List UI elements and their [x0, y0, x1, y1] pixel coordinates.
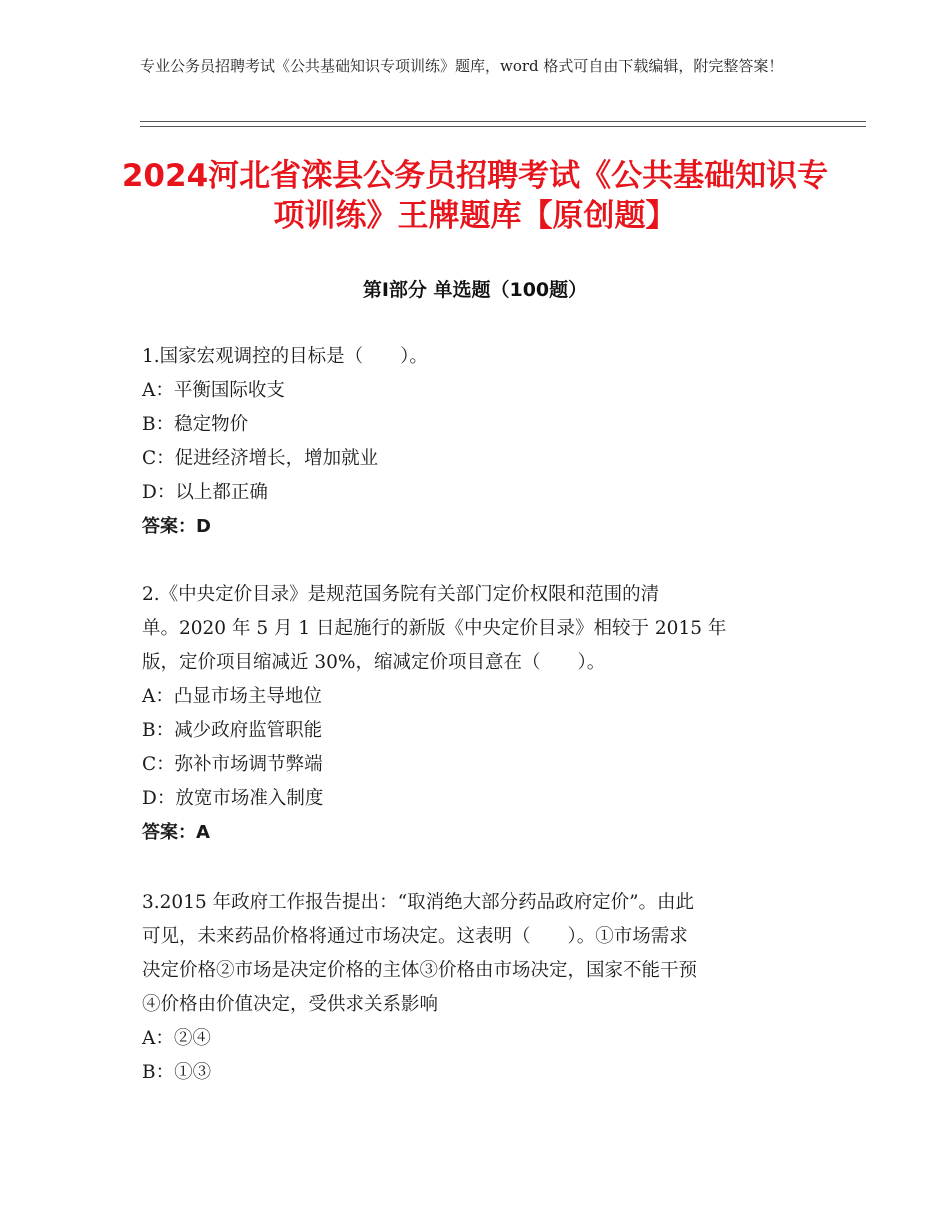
- answer: 答案：A: [142, 822, 210, 843]
- question-stem-line: 决定价格②市场是决定价格的主体③价格由市场决定，国家不能干预: [142, 960, 698, 981]
- question-stem-line: 版，定价项目缩减近 30%，缩减定价项目意在（ ）。: [142, 652, 606, 673]
- question-3: [142, 886, 802, 1090]
- option-a: A：凸显市场主导地位: [142, 686, 322, 707]
- option-c: C：促进经济增长，增加就业: [142, 448, 379, 469]
- option-a: A：平衡国际收支: [142, 380, 285, 401]
- question-2: [142, 578, 802, 850]
- document-title: 2024河北省滦县公务员招聘考试《公共基础知识专项训练》王牌题库【原创题】: [121, 158, 829, 234]
- header-rule-bottom: [140, 126, 866, 127]
- option-d: D：以上都正确: [142, 482, 268, 503]
- question-stem-line: ④价格由价值决定，受供求关系影响: [142, 994, 439, 1015]
- question-1: [142, 340, 802, 544]
- option-c: C：弥补市场调节弊端: [142, 754, 323, 775]
- header-note: 专业公务员招聘考试《公共基础知识专项训练》题库，word 格式可自由下载编辑，附完整答案！: [140, 57, 784, 75]
- option-a: A：②④: [142, 1028, 211, 1049]
- option-d: D：放宽市场准入制度: [142, 788, 324, 809]
- question-stem-line: 单。2020 年 5 月 1 日起施行的新版《中央定价目录》相较于 2015 年: [142, 618, 727, 639]
- option-b: B：减少政府监管职能: [142, 720, 323, 741]
- option-b: B：①③: [142, 1062, 212, 1083]
- question-stem-line: 3.2015 年政府工作报告提出：“取消绝大部分药品政府定价”。由此: [142, 892, 695, 913]
- option-b: B：稳定物价: [142, 414, 249, 435]
- answer: 答案：D: [142, 516, 211, 537]
- header-rule-top: [140, 121, 866, 122]
- section-heading: 第Ⅰ部分 单选题（100题）: [362, 279, 588, 301]
- question-stem-line: 1.国家宏观调控的目标是（ ）。: [142, 346, 428, 367]
- question-stem-line: 2.《中央定价目录》是规范国务院有关部门定价权限和范围的清: [142, 584, 660, 605]
- question-stem-line: 可见，未来药品价格将通过市场决定。这表明（ ）。①市场需求: [142, 926, 688, 947]
